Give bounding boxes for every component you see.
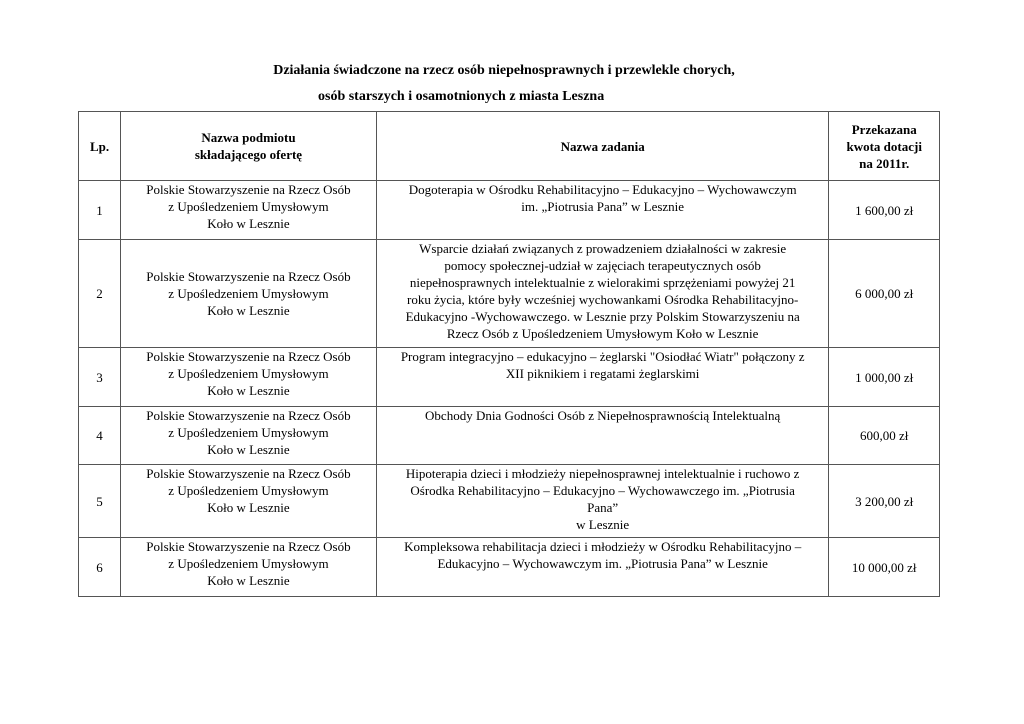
- table-row: [79, 240, 940, 348]
- table-row: [79, 465, 940, 538]
- row-entity: Polskie Stowarzyszenie na Rzecz Osób z Upośledzeniem Umysłowym Koło w Lesznie: [121, 348, 377, 407]
- grants-table: [78, 111, 940, 597]
- row-entity: Polskie Stowarzyszenie na Rzecz Osób z Upośledzeniem Umysłowym Koło w Lesznie: [121, 407, 377, 465]
- table-row: [79, 181, 940, 240]
- row-lp: 3: [79, 348, 121, 407]
- row-amount: 10 000,00 zł: [829, 538, 940, 597]
- row-lp: 6: [79, 538, 121, 597]
- row-entity: Polskie Stowarzyszenie na Rzecz Osób z Upośledzeniem Umysłowym Koło w Lesznie: [121, 538, 377, 597]
- row-entity: Polskie Stowarzyszenie na Rzecz Osób z Upośledzeniem Umysłowym Koło w Lesznie: [121, 465, 377, 538]
- table-row: [79, 407, 940, 465]
- row-task: Dogoterapia w Ośrodku Rehabilitacyjno – Edukacyjno – Wychowawczym im. „Piotrusia Pana” w Lesznie: [376, 181, 829, 240]
- document-title-line-2: osób starszych i osamotnionych z miasta Leszna: [318, 89, 605, 104]
- row-lp: 1: [79, 181, 121, 240]
- table-header-row: [79, 112, 940, 181]
- document-title-line-1: Działania świadczone na rzecz osób niepełnosprawnych i przewlekle chorych,: [273, 63, 735, 78]
- row-task: Obchody Dnia Godności Osób z Niepełnosprawnością Intelektualną: [376, 407, 829, 465]
- row-lp: 4: [79, 407, 121, 465]
- row-amount: 3 200,00 zł: [829, 465, 940, 538]
- row-task: Program integracyjno – edukacyjno – żeglarski "Osiodłać Wiatr" połączony z XII piknikiem i regatami żeglarskimi: [376, 348, 829, 407]
- table-row: [79, 538, 940, 597]
- row-lp: 2: [79, 240, 121, 348]
- table-row: [79, 348, 940, 407]
- header-amount: Przekazana kwota dotacji na 2011r.: [829, 112, 940, 181]
- header-task: Nazwa zadania: [376, 112, 829, 181]
- row-amount: 6 000,00 zł: [829, 240, 940, 348]
- row-amount: 600,00 zł: [829, 407, 940, 465]
- row-task: Kompleksowa rehabilitacja dzieci i młodzieży w Ośrodku Rehabilitacyjno – Edukacyjno – Wychowawczym im. „Piotrusia Pana” w Lesznie: [376, 538, 829, 597]
- row-amount: 1 600,00 zł: [829, 181, 940, 240]
- row-task: Hipoterapia dzieci i młodzieży niepełnosprawnej intelektualnie i ruchowo z Ośrodka Rehabilitacyjno – Edukacyjno – Wychowawczego im. „Piotrusia Pana” w Lesznie: [376, 465, 829, 538]
- row-task: Wsparcie działań związanych z prowadzeniem działalności w zakresie pomocy społecznej-udział w zajęciach terapeutycznych osób niepełnosprawnych intelektualnie z wielorakimi sprzężeniami powyżej 21 roku życia, które były wcześniej wychowankami Ośrodka Rehabilitacyjno- Edukacyjno -Wychowawczego. w Lesznie przy Polskim Stowarzyszeniu na Rzecz Osób z Upośledzeniem Umysłowym Koło w Lesznie: [376, 240, 829, 348]
- header-lp: Lp.: [79, 112, 121, 181]
- row-entity: Polskie Stowarzyszenie na Rzecz Osób z Upośledzeniem Umysłowym Koło w Lesznie: [121, 181, 377, 240]
- header-entity: Nazwa podmiotu składającego ofertę: [121, 112, 377, 181]
- row-entity: Polskie Stowarzyszenie na Rzecz Osób z Upośledzeniem Umysłowym Koło w Lesznie: [121, 240, 377, 348]
- row-lp: 5: [79, 465, 121, 538]
- row-amount: 1 000,00 zł: [829, 348, 940, 407]
